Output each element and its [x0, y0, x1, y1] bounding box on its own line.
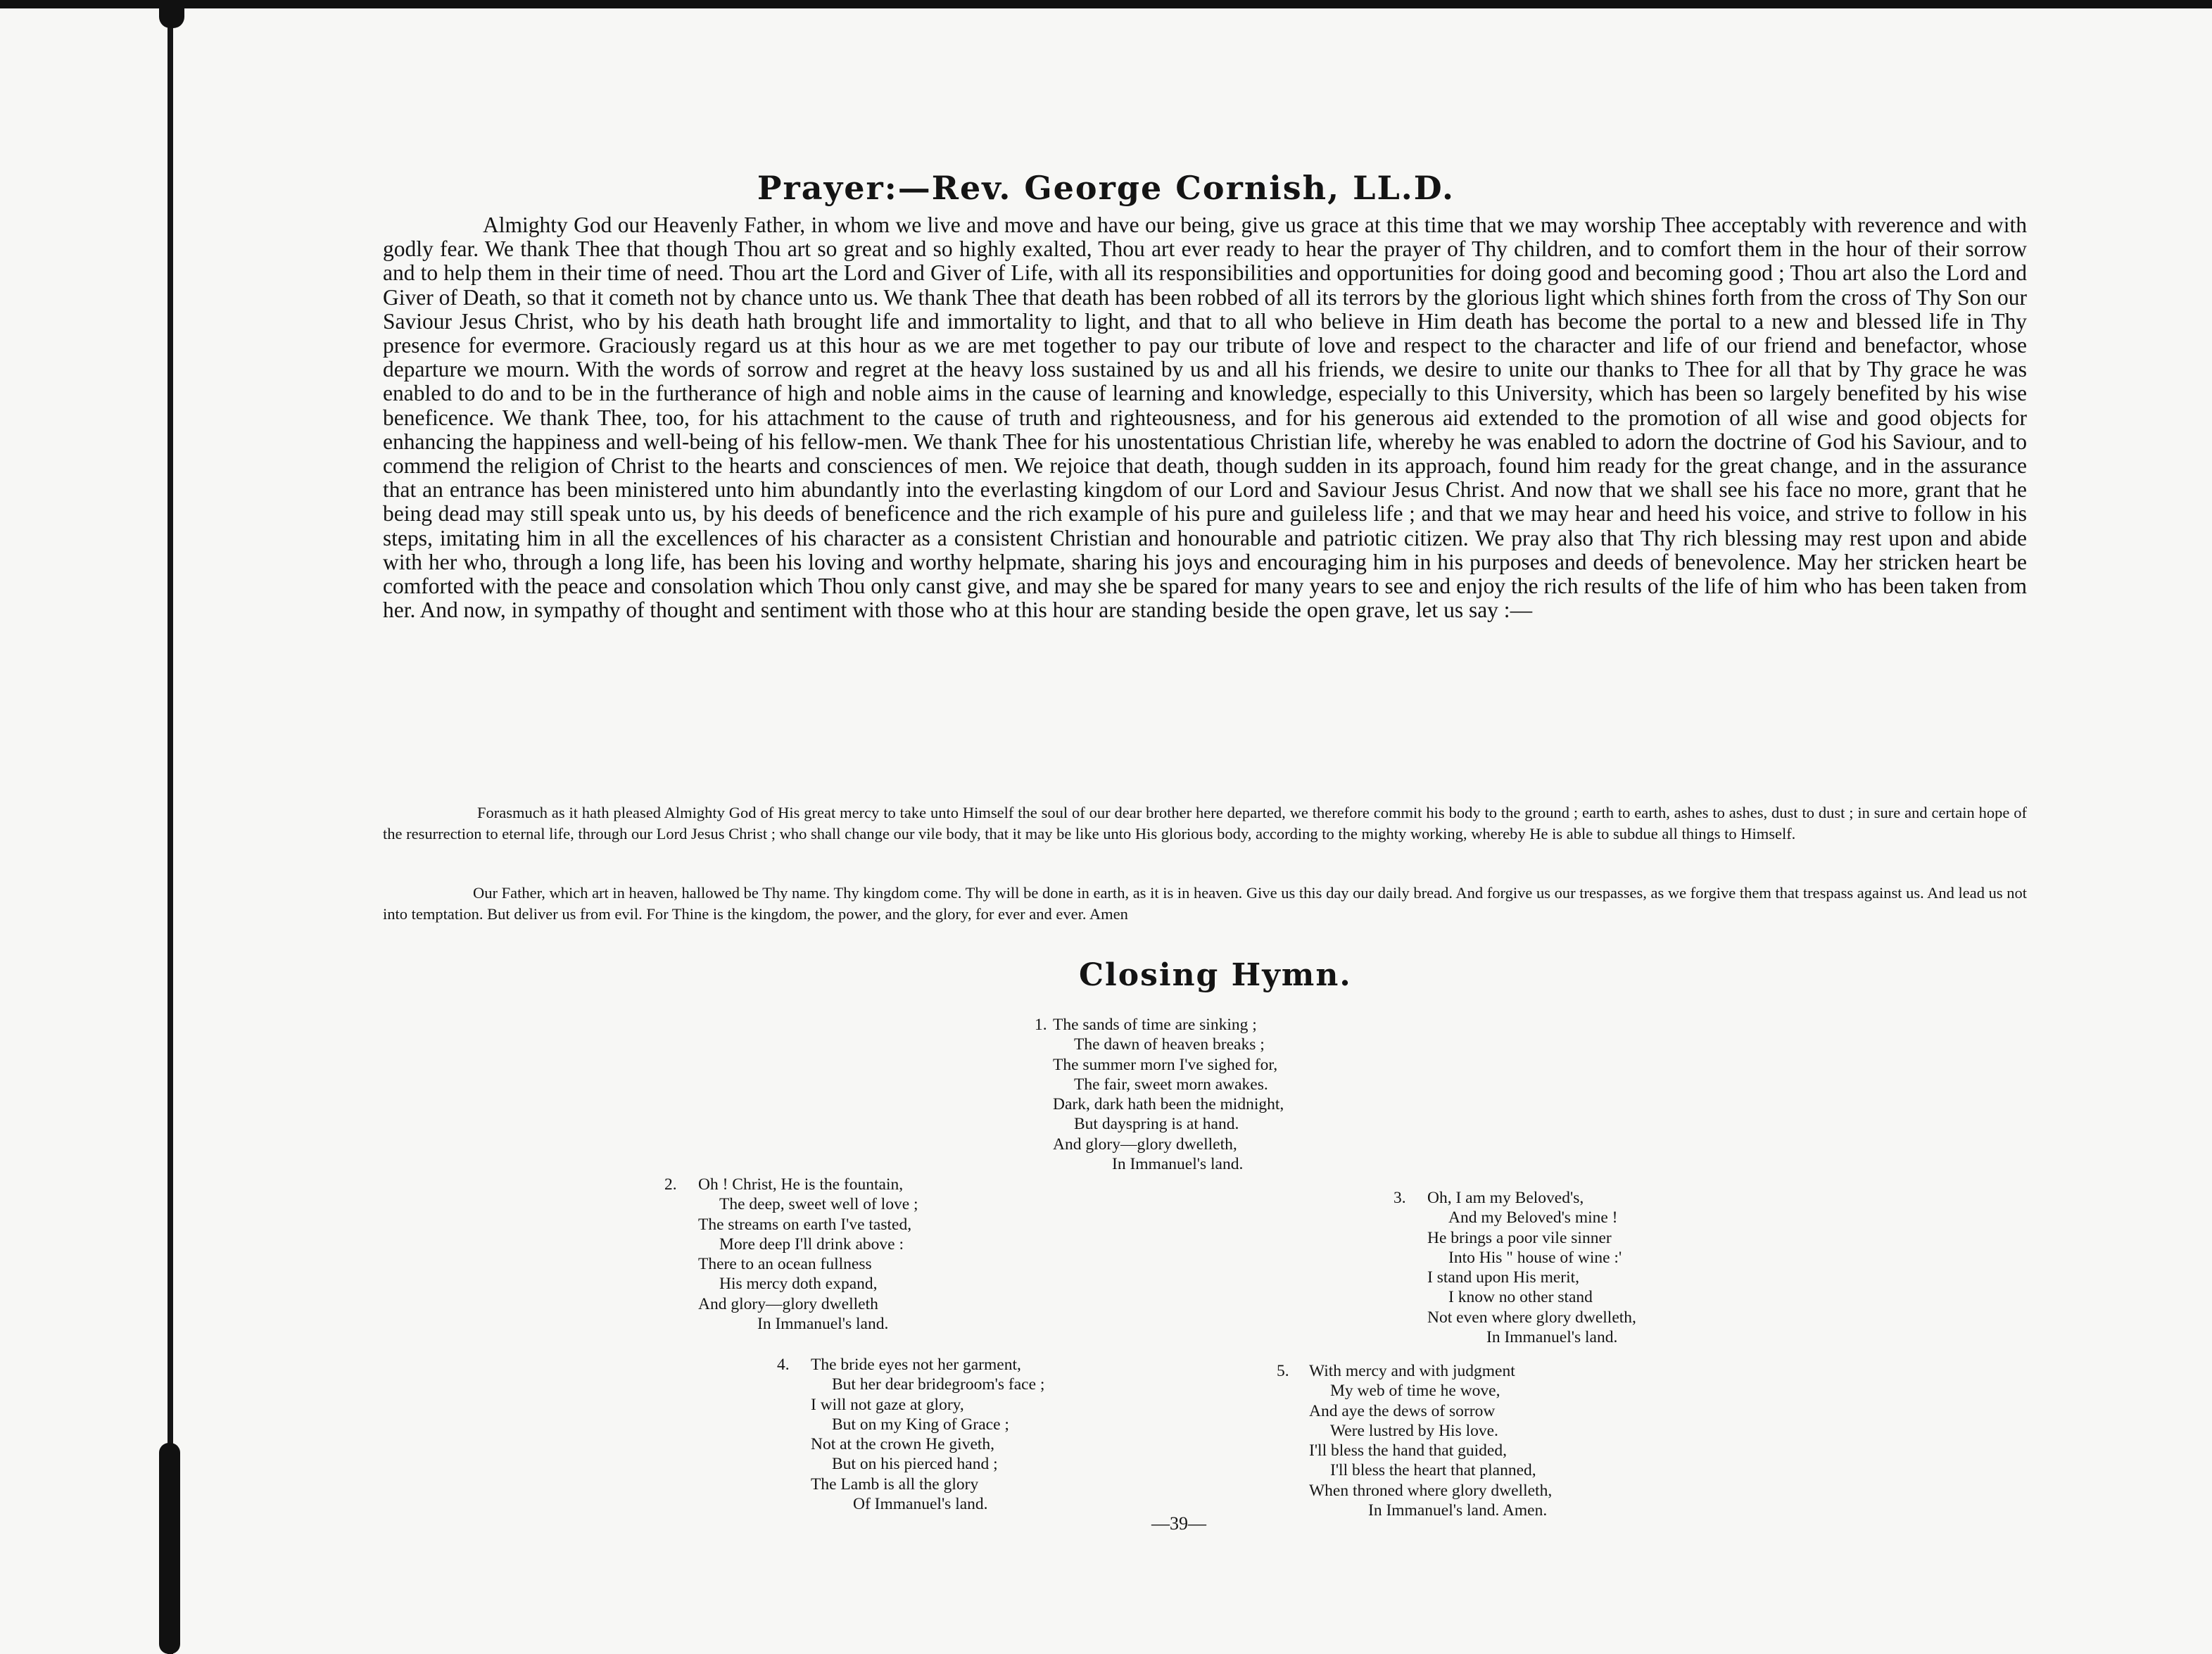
verse-line: The bride eyes not her garment,	[811, 1356, 1021, 1374]
scan-edge-top	[0, 0, 2212, 8]
verse-line: I will not gaze at glory,	[811, 1395, 964, 1414]
prayer-body: Almighty God our Heavenly Father, in whom we live and move and have our being, give us grace at this time that we may worship Thee acceptably with reverence and with godly fear. We thank Thee that though Thou art so great and so highly exalted, Thou art ever ready to hear the prayer of Thy children, and to comfort them in the hour of their sorrow and to help them in their time of need. Thou art the Lord and Giver of Life, with all its responsibilities and opportunities for doing good and becoming good ; Thou art also the Lord and Giver of Death, so that it cometh not by chance unto us. We thank Thee that death has been robbed of all its terrors by the glorious light which shines forth from the cross of Thy Son our Saviour Jesus Christ, who by his death hath brought life and immortality to light, and that to all who believe in Him death has become the portal to a new and blessed life in Thy presence for evermore. Graciously regard us at this hour as we are met together to pay our tribute of love and respect to the character and life of our friend and benefactor, whose departure we mourn. With the words of sorrow and regret at the heavy loss sustained by us and all his friends, we desire to unite our thanks to Thee for all that by Thy grace he was enabled to do and to be in the furtherance of high and noble aims in the cause of learning and knowledge, especially to this University, which has been so largely benefited by his wise beneficence. We thank Thee, too, for his attachment to the cause of truth and righteousness, and for his generous aid extended to the promotion of all wise and good objects for enhancing the happiness and well-being of his fellow-men. We thank Thee for his unostentatious Christian life, whereby he was enabled to adorn the doctrine of God his Saviour, and to commend the religion of Christ to the hearts and consciences of men. We rejoice that death, though sudden in its approach, found him ready for the great change, and in the assurance that an entrance has been ministered unto him abundantly into the everlasting kingdom of our Lord and Saviour Jesus Christ. And now that we shall see his face no more, grant that he being dead may still speak unto us, by his deeds of beneficence and the rich example of his pure and guileless life ; and that we may hear and heed his voice, and strive to follow in his steps, imitating him in all the excellences of his character as a consistent Christian and honourable and patriotic citizen. We pray also that Thy rich blessing may rest upon and abide with her who, through a long life, has been his loving and worthy helpmate, sharing his joys and encouraging him in his purposes and deeds of benevolence. May her stricken heart be comforted with the peace and consolation which Thou only canst give, and may she be spared for many years to see and enjoy the rich results of the life of him who has been taken from her. And now, in sympathy of thought and sentiment with those who at this hour are standing beside the open grave, let us say :—	[383, 213, 2027, 623]
verse-line: And aye the dews of sorrow	[1309, 1401, 1496, 1420]
verse-number: 4.	[777, 1356, 790, 1374]
verse-line: Of Immanuel's land.	[853, 1495, 988, 1514]
verse-line: And my Beloved's mine !	[1448, 1208, 1618, 1227]
verse-line: And glory—glory dwelleth,	[1053, 1135, 1237, 1154]
verse-line: In Immanuel's land.	[757, 1315, 889, 1334]
verse-line: With mercy and with judgment	[1309, 1362, 1515, 1380]
verse-line: My web of time he wove,	[1330, 1382, 1500, 1401]
verse-line: There to an ocean fullness	[698, 1255, 872, 1274]
verse-line: And glory—glory dwelleth	[698, 1294, 878, 1313]
verse-line: But her dear bridegroom's face ;	[832, 1375, 1045, 1394]
verse-line: In Immanuel's land.	[1112, 1155, 1244, 1174]
verse-line: Dark, dark hath been the midnight,	[1053, 1095, 1284, 1114]
lords-prayer-text: Our Father, which art in heaven, hallowed be Thy name. Thy kingdom come. Thy will be done in earth, as it is in heaven. Give us this day our daily bread. And forgive us our trespasses, as we forgive them that trespass against us. And lead us not into temptation. But deliver us from evil. For Thine is the kingdom, the power, and the glory, for ever and ever. Amen	[383, 884, 2027, 923]
verse-line: I'll bless the hand that guided,	[1309, 1441, 1507, 1460]
verse-line: But on my King of Grace ;	[832, 1415, 1009, 1434]
scan-binding-line	[168, 0, 173, 1654]
verse-line: In Immanuel's land.	[1486, 1328, 1618, 1347]
verse-line: His mercy doth expand,	[719, 1275, 878, 1294]
verse-line: I stand upon His merit,	[1427, 1268, 1580, 1287]
verse-line: The sands of time are sinking ;	[1053, 1016, 1257, 1034]
verse-line: Into His " house of wine :'	[1448, 1248, 1622, 1267]
verse-line: The deep, sweet well of love ;	[719, 1195, 918, 1214]
verse-number: 5.	[1277, 1362, 1289, 1380]
verse-line: Not at the crown He giveth,	[811, 1435, 995, 1454]
verse-line: Not even where glory dwelleth,	[1427, 1308, 1636, 1327]
scan-binding-clip	[159, 0, 184, 28]
verse-line: But on his pierced hand ;	[832, 1455, 998, 1474]
scan-binding-shadow	[159, 1443, 180, 1654]
verse-number: 2.	[664, 1175, 677, 1194]
verse-line: The fair, sweet morn awakes.	[1074, 1075, 1268, 1094]
verse-line: When throned where glory dwelleth,	[1309, 1481, 1553, 1500]
verse-number: 3.	[1393, 1189, 1406, 1207]
prayer-title: Prayer:—Rev. George Cornish, LL.D.	[757, 169, 1455, 207]
verse-line: I know no other stand	[1448, 1288, 1593, 1307]
verse-line: The summer morn I've sighed for,	[1053, 1055, 1278, 1074]
verse-line: He brings a poor vile sinner	[1427, 1228, 1612, 1247]
verse-line: The dawn of heaven breaks ;	[1074, 1035, 1265, 1054]
verse-line: Oh ! Christ, He is the fountain,	[698, 1175, 904, 1194]
hymn-title: Closing Hymn.	[1079, 957, 1352, 993]
verse-line: But dayspring is at hand.	[1074, 1115, 1239, 1134]
verse-line: Oh, I am my Beloved's,	[1427, 1189, 1584, 1207]
verse-line: Were lustred by His love.	[1330, 1421, 1498, 1440]
verse-line: More deep I'll drink above :	[719, 1235, 904, 1254]
verse-number: 1.	[1035, 1016, 1047, 1034]
verse-line: I'll bless the heart that planned,	[1330, 1461, 1536, 1480]
committal-text: Forasmuch as it hath pleased Almighty God of His great mercy to take unto Himself the soul of our dear brother here departed, we therefore commit his body to the ground ; earth to earth, ashes to ashes, dust to dust ; in sure and certain hope of the resurrection to eternal life, through our Lord Jesus Christ ; who shall change our vile body, that it may be like unto His glorious body, according to the mighty working, whereby He is able to subdue all things to Himself.	[383, 804, 2027, 842]
page-number: —39—	[1151, 1513, 1206, 1534]
verse-line: In Immanuel's land. Amen.	[1368, 1501, 1548, 1520]
verse-line: The streams on earth I've tasted,	[698, 1215, 912, 1234]
verse-line: The Lamb is all the glory	[811, 1475, 979, 1494]
